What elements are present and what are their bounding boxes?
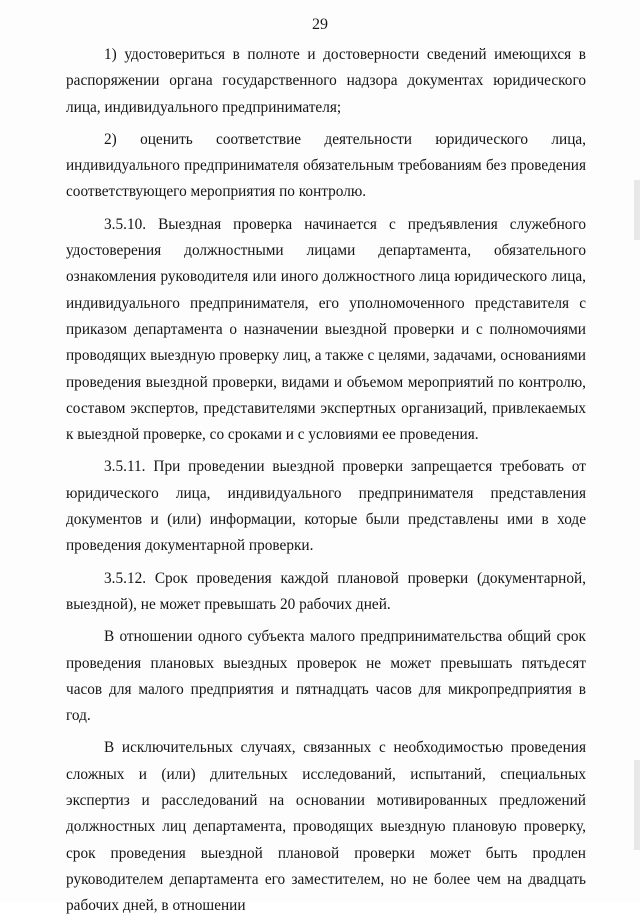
paragraph: 3.5.11. При проведении выездной проверки запрещается требовать от юридического лица, индивидуального предпринимателя представления документов и (или) информации, которые были представлены ими в ходе проведения документарной проверки. — [66, 458, 586, 555]
paragraph: 1) удостовериться в полноте и достоверности сведений имеющихся в распоряжении органа государственного надзора документах юридического лица, индивидуального предпринимателя; — [66, 46, 586, 116]
paragraph: 3.5.10. Выездная проверка начинается с предъявления служебного удостоверения должностными лицами департамента, обязательного ознакомления руководителя или иного должностного лица юридического лица, индивидуального предпринимателя, его уполномоченного представителя с приказом департамента о назначении выездной проверки и с полномочиями проводящих выездную проверку лиц, а также с целями, задачами, основаниями проведения выездной проверки, видами и объемом мероприятий по контролю, составом экспертов, представителями экспертных организаций, привлекаемых к выездной проверке, со сроками и с условиями ее проведения. — [66, 215, 586, 444]
scan-edge-mark — [634, 180, 640, 240]
paragraph: В исключительных случаях, связанных с необходимостью проведения сложных и (или) длительных исследований, испытаний, специальных экспертиз и расследований на основании мотивированных предложений должностных лиц департамента, проводящих выездную плановую проверку, срок проведения выездной плановой проверки может быть продлен руководителем департамента его заместителем, но не более чем на двадцать рабочих дней, в отношении — [66, 739, 586, 915]
paragraph: 3.5.12. Срок проведения каждой плановой проверки (документарной, выездной), не может превышать 20 рабочих дней. — [66, 569, 586, 613]
paragraph: В отношении одного субъекта малого предпринимательства общий срок проведения плановых выездных проверок не может превышать пятьдесят часов для малого предприятия и пятнадцать часов для микропредприятия в год. — [66, 628, 586, 725]
page-number: 29 — [312, 16, 328, 33]
scan-edge-mark — [634, 760, 640, 850]
paragraph: 2) оценить соответствие деятельности юридического лица, индивидуального предпринимателя обязательным требованиям без проведения соответствующего мероприятия по контролю. — [66, 130, 586, 201]
document-body — [66, 42, 586, 924]
